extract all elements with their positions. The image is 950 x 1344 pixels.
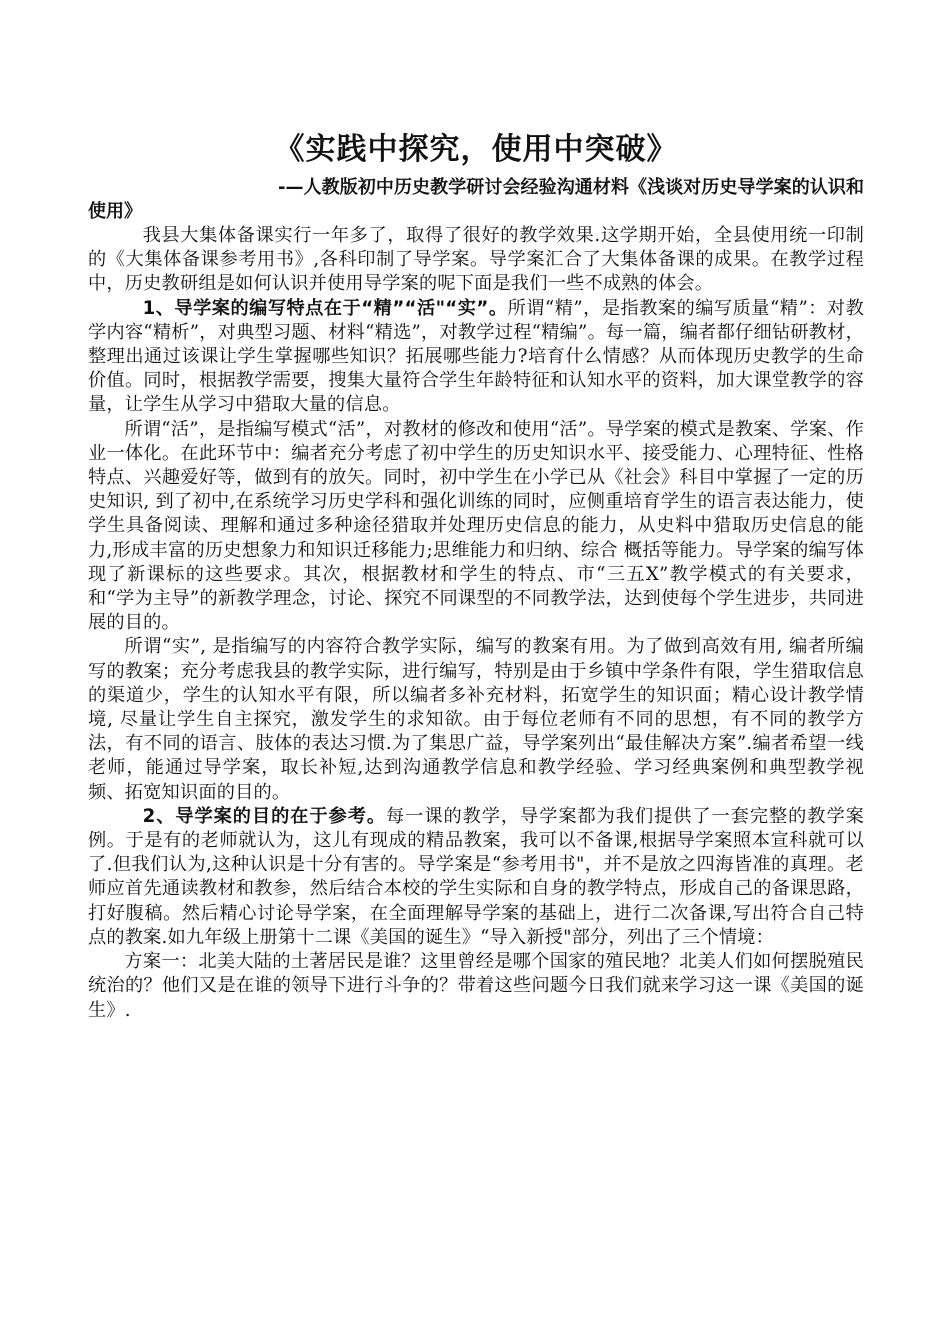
paragraph-huo bbox=[88, 418, 864, 636]
paragraph-text: 所谓“实”, 是指编写的内容符合教学实际，编写的教案有用。为了做到高效有用, 编者所编写的教案；充分考虑我县的教学实际，进行编写，特别是由于乡镇中学条件有限，学生猎取信息的渠道少，学生的认知水平有限，所以编者多补充材料，拓宽学生的知识面；精心设计教学情境, 尽量让学生自主探究，激发学生的求知欲。由于每位老师有不同的思想，有不同的教学方法，有不同的语言、肢体的表达习惯.为了集思广益，导学案列出“最佳解决方案”.编者希望一线老师，能通过导学案，取长补短,达到沟通教学信息和教学经验、学习经典案例和典型教学视频、拓宽知识面的目的。 bbox=[88, 636, 864, 803]
document-page bbox=[88, 128, 864, 1023]
paragraph-text: 我县大集体备课实行一年多了，取得了很好的教学效果.这学期开始，全县使用统一印制的《大集体备课参考用书》,各科印制了导学案。导学案汇合了大集体备课的成果。在教学过程中，历史教研组是如何认识并使用导学案的呢下面是我们一些不成熟的体会。 bbox=[88, 225, 864, 295]
paragraph-section-2 bbox=[88, 805, 864, 950]
paragraph-plan-1 bbox=[88, 950, 864, 1023]
paragraph-text: 每一课的教学，导学案都为我们提供了一套完整的教学案例。于是有的老师就认为，这儿有现成的精品教案，我可以不备课,根据导学案照本宣科就可以了.但我们认为,这种认识是十分有害的。导学案是“参考用书"，并不是放之四海皆准的真理。老师应首先通读教材和教参，然后结合本校的学生实际和自身的教学特点，形成自己的备课思路，打好腹稿。然后精心讨论导学案，在全面理解导学案的基础上，进行二次备课,写出符合自己特点的教案.如九年级上册第十二课《美国的诞生》“导入新授"部分，列出了三个情境： bbox=[88, 805, 864, 948]
paragraph-text: 方案一：北美大陆的土著居民是谁？这里曾经是哪个国家的殖民地？北美人们如何摆脱殖民统治的？他们又是在谁的领导下进行斗争的？带着这些问题今日我们就来学习这一课《美国的诞生》. bbox=[88, 951, 864, 1021]
section-heading-1: 1、导学案的编写特点在于“精”“活"“实”。 bbox=[142, 297, 508, 319]
paragraph-text: 所谓“精”，是指教案的编写质量“精”：对教学内容“精析”，对典型习题、材料“精选”，对教学过程“精编”。每一篇，编者都仔细钻研教材，整理出通过该课让学生掌握哪些知识？拓展哪些能力?培育什么情感？从而体现历史教学的生命价值。同时，根据教学需要，搜集大量符合学生年龄特征和认知水平的资料，加大课堂教学的容量，让学生从学习中猎取大量的信息。 bbox=[88, 297, 864, 416]
paragraph-section-1 bbox=[88, 297, 864, 418]
section-heading-2: 2、导学案的目的在于参考。 bbox=[142, 805, 387, 827]
paragraph-text: 所谓“活”，是指编写模式“活”，对教材的修改和使用“活”。导学案的模式是教案、学案、作业一体化。在此环节中：编者充分考虑了初中学生的历史知识水平、接受能力、心理特征、性格特点、兴趣爱好等，做到有的放矢。同时，初中学生在小学已从《社会》科目中掌握了一定的历史知识, 到了初中,在系统学习历史学科和强化训练的同时，应侧重培育学生的语言表达能力，使学生具备阅读、理解和通过多种途径猎取并处理历史信息的能力，从史料中猎取历史信息的能力,形成丰富的历史想象力和知识迁移能力;思维能力和归纳、综合 概括等能力。导学案的编写体现了新课标的这些要求。其次，根据教材和学生的特点、市“三五X”教学模式的有关要求，和“学为主导”的新教学理念，讨论、探究不同课型的不同教学法，达到使每个学生进步，共同进展的目的。 bbox=[88, 418, 864, 634]
paragraph-shi bbox=[88, 635, 864, 804]
paragraph-intro bbox=[88, 224, 864, 297]
document-subtitle: -—人教版初中历史教学研讨会经验沟通材料《浅谈对历史导学案的认识和使用》 bbox=[88, 177, 864, 222]
document-title: 《实践中探究，使用中突破》 bbox=[274, 132, 678, 167]
